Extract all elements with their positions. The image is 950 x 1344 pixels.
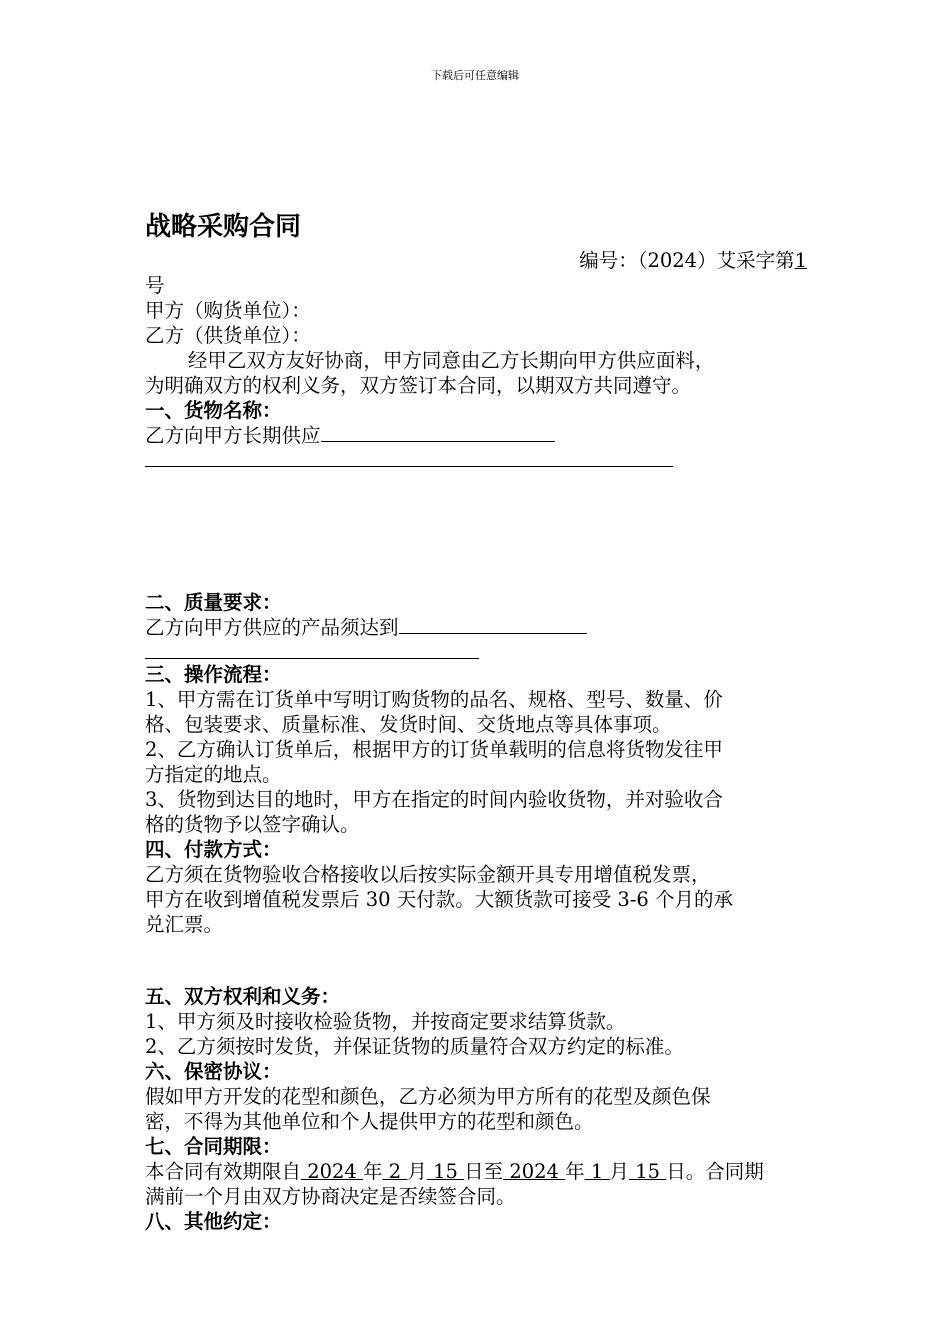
quality-blank-line xyxy=(145,640,807,662)
section-8-heading: 八、其他约定： xyxy=(145,1210,282,1233)
end-month: 1 xyxy=(584,1160,610,1183)
section-1-text xyxy=(145,423,807,448)
section-7-heading: 七、合同期限： xyxy=(145,1135,282,1158)
section-3-line: 格、包装要求、质量标准、发货时间、交货地点等具体事项。 xyxy=(145,713,672,736)
section-6-heading: 六、保密协议： xyxy=(145,1060,282,1083)
section-7-line-2: 满前一个月由双方协商决定是否续签合同。 xyxy=(145,1185,516,1208)
end-year: 2024 xyxy=(503,1160,566,1183)
party-b-line: 乙方（供货单位）： xyxy=(145,324,311,347)
section-3-line: 格的货物予以签字确认。 xyxy=(145,813,360,836)
month-char: 月 xyxy=(609,1160,629,1183)
contract-number-value: 1 xyxy=(794,249,807,272)
section-3-line: 3、货物到达目的地时，甲方在指定的时间内验收货物，并对验收合 xyxy=(145,788,723,811)
section-5-line: 2、乙方须按时发货，并保证货物的质量符合双方约定的标准。 xyxy=(145,1035,684,1058)
section-4-line: 兑汇票。 xyxy=(145,913,224,936)
section-5-line: 1、甲方须及时接收检验货物，并按商定要求结算货款。 xyxy=(145,1010,626,1033)
section-4-line: 乙方须在货物验收合格接收以后按实际金额开具专用增值税发票， xyxy=(145,863,711,886)
contract-number-suffix: 号 xyxy=(145,274,165,297)
start-day: 15 xyxy=(426,1160,465,1183)
intro-line-1: 经甲乙双方友好协商，甲方同意由乙方长期向甲方供应面料， xyxy=(187,349,715,372)
section-2-heading: 二、质量要求： xyxy=(145,591,282,614)
contract-number-label: 编号：（2024）艾采字第 xyxy=(579,249,795,272)
quality-blank-2[interactable] xyxy=(145,640,479,659)
end-day: 15 xyxy=(629,1160,667,1183)
intro-line-2: 为明确双方的权利义务，双方签订本合同，以期双方共同遵守。 xyxy=(145,374,692,397)
contract-body xyxy=(145,248,807,1234)
party-a-line: 甲方（购货单位）： xyxy=(145,299,311,322)
section-2-text xyxy=(145,615,807,640)
section-5-heading: 五、双方权利和义务： xyxy=(145,985,341,1008)
section-6-line: 假如甲方开发的花型和颜色，乙方必须为甲方所有的花型及颜色保 xyxy=(145,1085,711,1108)
start-year: 2024 xyxy=(301,1160,364,1183)
month-char: 月 xyxy=(407,1160,427,1183)
quality-blank[interactable] xyxy=(399,615,587,634)
section-1-label: 乙方向甲方长期供应 xyxy=(145,424,321,447)
spacer xyxy=(145,470,807,590)
year-char: 年 xyxy=(565,1160,585,1183)
document-title: 战略采购合同 xyxy=(145,212,302,242)
section-4-heading: 四、付款方式： xyxy=(145,838,282,861)
day-to: 日至 xyxy=(464,1160,504,1183)
section-3-line: 1、甲方需在订货单中写明订购货物的品名、规格、型号、数量、价 xyxy=(145,688,723,711)
goods-name-blank[interactable] xyxy=(321,423,555,442)
goods-name-blank-2[interactable] xyxy=(145,448,673,467)
spacer xyxy=(145,937,807,984)
start-month: 2 xyxy=(382,1160,408,1183)
section-2-label: 乙方向甲方供应的产品须达到 xyxy=(145,616,399,639)
term-prefix: 本合同有效期限自 xyxy=(145,1160,302,1183)
section-4-line: 甲方在收到增值税发票后 30 天付款。大额货款可接受 3-6 个月的承 xyxy=(145,888,734,911)
year-char: 年 xyxy=(363,1160,383,1183)
goods-name-blank-line xyxy=(145,448,807,470)
section-3-line: 2、乙方确认订货单后，根据甲方的订货单载明的信息将货物发往甲 xyxy=(145,738,723,761)
section-3-line: 方指定的地点。 xyxy=(145,763,282,786)
section-3-heading: 三、操作流程： xyxy=(145,663,282,686)
section-1-heading: 一、货物名称： xyxy=(145,399,282,422)
section-7-term-line xyxy=(145,1159,807,1184)
section-6-line: 密，不得为其他单位和个人提供甲方的花型和颜色。 xyxy=(145,1110,594,1133)
header-note: 下载后可任意编辑 xyxy=(431,69,519,82)
term-tail: 日。合同期 xyxy=(666,1160,764,1183)
contract-number xyxy=(145,248,807,273)
